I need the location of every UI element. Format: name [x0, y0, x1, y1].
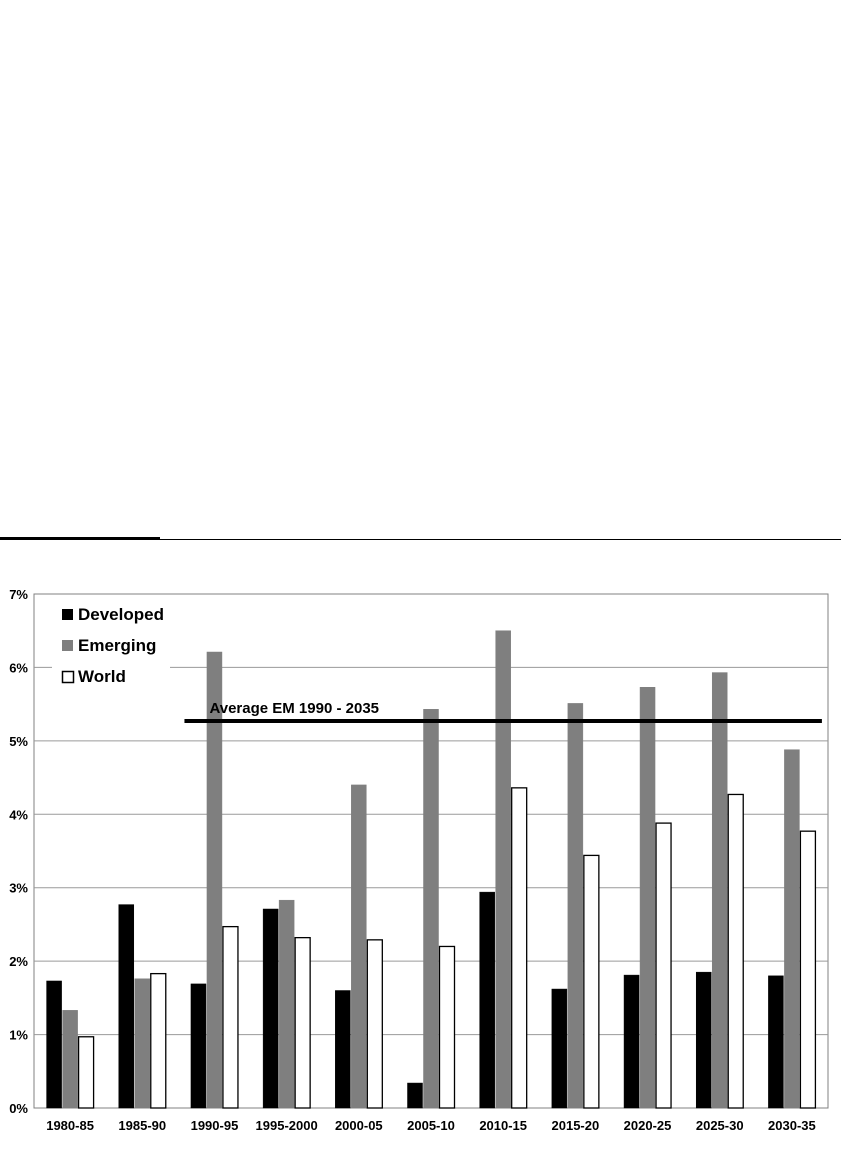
x-tick-label: 2005-10 — [407, 1118, 455, 1133]
y-tick-label: 7% — [9, 587, 28, 602]
legend — [52, 598, 170, 692]
bar-emerging-2030-35 — [784, 750, 799, 1108]
y-tick-label: 5% — [9, 733, 28, 749]
legend-label-world: World — [78, 667, 126, 686]
legend-label-developed: Developed — [78, 605, 164, 624]
bar-world-1995-2000 — [295, 938, 310, 1108]
bar-world-1980-85 — [79, 1037, 94, 1108]
x-tick-label: 1985-90 — [118, 1118, 167, 1133]
bar-world-2005-10 — [440, 946, 455, 1108]
legend-swatch-world — [63, 672, 74, 683]
x-axis-ticks — [46, 1118, 816, 1133]
bar-emerging-2020-25 — [640, 687, 655, 1108]
x-tick-label: 2000-05 — [334, 1118, 383, 1133]
bar-developed-1980-85 — [47, 981, 62, 1108]
x-tick-label: 2030-35 — [768, 1118, 816, 1133]
bar-world-2015-20 — [584, 855, 599, 1108]
bar-emerging-2005-10 — [424, 709, 439, 1108]
bar-developed-1990-95 — [191, 984, 206, 1108]
y-tick-label: 1% — [9, 1027, 28, 1043]
legend-label-emerging: Emerging — [78, 636, 157, 655]
x-tick-label: 2020-25 — [623, 1118, 672, 1133]
average-em-label: Average EM 1990 - 2035 — [209, 700, 380, 718]
bar-developed-1985-90 — [119, 905, 134, 1108]
x-tick-label: 2015-20 — [551, 1118, 600, 1133]
x-tick-label: 2010-15 — [479, 1118, 528, 1133]
x-tick-label: 1980-85 — [46, 1118, 94, 1133]
y-tick-label: 0% — [9, 1101, 28, 1116]
bar-emerging-2010-15 — [496, 631, 511, 1108]
bar-developed-2015-20 — [552, 989, 567, 1108]
bar-emerging-1985-90 — [135, 979, 150, 1108]
y-tick-label: 2% — [9, 954, 28, 970]
bar-developed-2010-15 — [480, 892, 495, 1108]
bar-world-2025-30 — [728, 794, 743, 1108]
bar-world-2010-15 — [512, 788, 527, 1108]
bar-world-2000-05 — [367, 940, 382, 1108]
bar-developed-2020-25 — [624, 975, 639, 1108]
legend-swatch-developed — [62, 609, 73, 620]
bar-developed-1995-2000 — [263, 909, 278, 1108]
bar-emerging-2015-20 — [568, 703, 583, 1108]
y-axis-ticks — [9, 587, 28, 1116]
bar-emerging-1980-85 — [63, 1010, 78, 1108]
bar-developed-2025-30 — [696, 972, 711, 1108]
x-tick-label: 1990-95 — [190, 1118, 239, 1133]
bar-emerging-2000-05 — [351, 785, 366, 1108]
bar-developed-2005-10 — [408, 1083, 423, 1108]
x-tick-label: 1995-2000 — [255, 1118, 318, 1133]
header-rule — [0, 539, 841, 540]
bar-emerging-1995-2000 — [279, 900, 294, 1108]
bar-world-2020-25 — [656, 823, 671, 1108]
bar-chart — [0, 580, 841, 1155]
bar-world-1990-95 — [223, 927, 238, 1108]
bar-world-1985-90 — [151, 974, 166, 1108]
bar-developed-2000-05 — [335, 991, 350, 1108]
bar-world-2030-35 — [800, 831, 815, 1108]
bar-emerging-2025-30 — [712, 673, 727, 1108]
y-tick-label: 6% — [9, 660, 28, 676]
y-tick-label: 4% — [9, 807, 28, 823]
y-tick-label: 3% — [9, 880, 28, 896]
x-tick-label: 2025-30 — [695, 1118, 744, 1133]
legend-swatch-emerging — [62, 640, 73, 651]
bar-developed-2030-35 — [768, 976, 783, 1108]
